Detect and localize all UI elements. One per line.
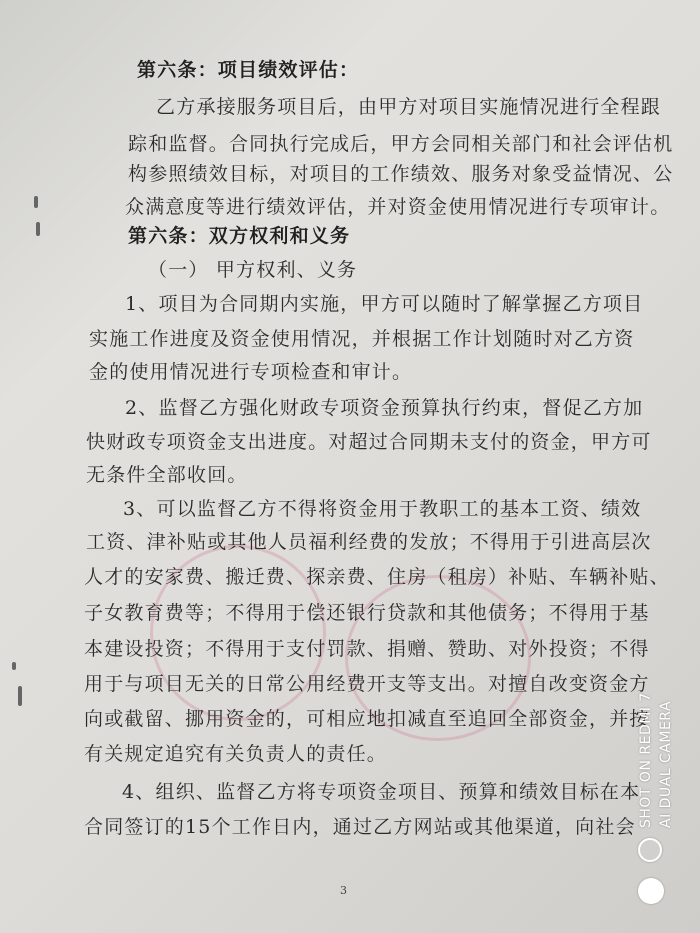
body-line: 2、监督乙方强化财政专项资金预算执行约束，督促乙方加 [125,397,644,419]
camera-watermark [628,668,688,828]
body-line: 向或截留、挪用资金的，可相应地扣减直至追回全部资金，并按 [84,708,650,730]
body-line: 用于与项目无关的日常公用经费开支等支出。对擅自改变资金方 [84,673,650,695]
binding-mark [12,662,16,670]
body-line: 构参照绩效目标，对项目的工作绩效、服务对象受益情况、公 [128,163,674,185]
body-line: 众满意度等进行绩效评估，并对资金使用情况进行专项审计。 [125,196,671,218]
body-line: 子女教育费等；不得用于偿还银行贷款和其他债务；不得用于基 [84,602,650,624]
camera-dot-icon [638,878,664,904]
subsection-heading: （一） 甲方权利、义务 [148,259,358,281]
section-heading: 第六条：项目绩效评估： [137,59,360,81]
camera-ring-icon [638,838,662,862]
body-line: 乙方承接服务项目后，由甲方对项目实施情况进行全程跟 [156,96,662,118]
camera-watermark-text [636,648,676,828]
body-line: 金的使用情况进行专项检查和审计。 [89,361,413,383]
camera-watermark-line2: AI DUAL CAMERA [658,700,674,828]
body-line: 无条件全部收回。 [86,464,248,486]
body-line: 4、组织、监督乙方将专项资金项目、预算和绩效目标在本 [122,781,641,803]
binding-mark [18,686,22,706]
body-line: 工资、津补贴或其他人员福利经费的发放；不得用于引进高层次 [86,531,652,553]
body-line: 快财政专项资金支出进度。对超过合同期未支付的资金，甲方可 [86,431,652,453]
body-line: 实施工作进度及资金使用情况，并根据工作计划随时对乙方资 [89,328,635,350]
body-line: 合同签订的15个工作日内，通过乙方网站或其他渠道，向社会 [84,816,636,838]
body-line: 1、项目为合同期内实施，甲方可以随时了解掌握乙方项目 [125,293,644,315]
binding-mark [36,222,40,236]
page-number: 3 [340,884,347,897]
body-line: 3、可以监督乙方不得将资金用于教职工的基本工资、绩效 [123,498,642,520]
body-line: 有关规定追究有关负责人的责任。 [84,743,388,765]
body-line: 人才的安家费、搬迁费、探亲费、住房（租房）补贴、车辆补贴、 [84,566,670,588]
section-heading: 第六条：双方权利和义务 [128,225,351,247]
body-line: 踪和监督。合同执行完成后，甲方会同相关部门和社会评估机 [128,133,674,155]
camera-watermark-line1: SHOT ON REDMI 7 [638,692,654,828]
body-line: 本建设投资；不得用于支付罚款、捐赠、赞助、对外投资；不得 [84,638,650,660]
binding-mark [34,196,38,208]
